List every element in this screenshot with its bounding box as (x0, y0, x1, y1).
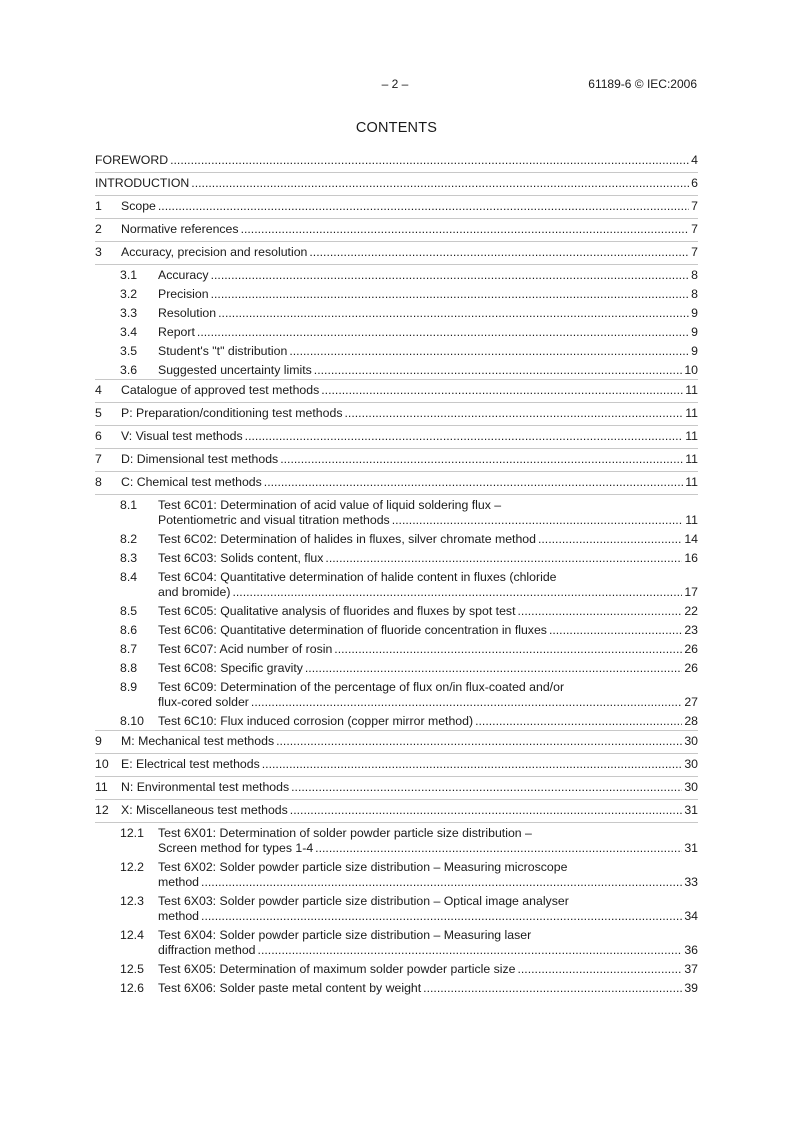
dot-leader (258, 943, 683, 958)
toc-entry-title: Student's "t" distribution (158, 344, 288, 358)
toc-entry[interactable] (95, 730, 698, 753)
dot-leader (262, 757, 683, 772)
toc-entry-page: 17 (684, 585, 698, 599)
toc-entry-page: 14 (684, 532, 698, 546)
toc-entry-number: 5 (95, 406, 102, 420)
dot-leader (211, 287, 690, 302)
dot-leader (158, 199, 689, 214)
dot-leader (305, 661, 682, 676)
toc-entry-title: X: Miscellaneous test methods (121, 803, 288, 817)
dot-leader (241, 222, 690, 237)
toc-entry-title: Test 6X01: Determination of solder powder particle size distribution – (158, 826, 532, 840)
toc-entry-title: Test 6X04: Solder powder particle size distribution – Measuring laser (158, 928, 532, 942)
toc-entry-page: 8 (691, 287, 698, 301)
toc-entry[interactable] (95, 172, 698, 195)
toc-entry[interactable] (95, 303, 698, 322)
toc-entry-page: 36 (684, 943, 698, 957)
toc-entry[interactable] (95, 959, 698, 978)
dot-leader (232, 585, 682, 600)
toc-entry-number: 3.1 (120, 268, 138, 282)
toc-entry-title: INTRODUCTION (95, 176, 190, 190)
dot-leader (291, 780, 682, 795)
toc-entry-page: 37 (684, 962, 698, 976)
dot-leader (314, 363, 683, 378)
toc-entry-page: 39 (684, 981, 698, 995)
toc-entry-page: 26 (684, 642, 698, 656)
toc-entry-number: 9 (95, 734, 102, 748)
toc-entry-title: Screen method for types 1-4 (158, 841, 314, 855)
toc-entry-page: 9 (691, 306, 698, 320)
toc-entry-number: 11 (95, 780, 108, 794)
dot-leader (334, 642, 682, 657)
toc-entry[interactable] (95, 857, 698, 891)
dot-leader (321, 383, 683, 398)
toc-entry-title: Test 6X05: Determination of maximum solder powder particle size (158, 962, 516, 976)
toc-entry-title: Test 6C07: Acid number of rosin (158, 642, 333, 656)
toc-entry-number: 8.2 (120, 532, 138, 546)
dot-leader (325, 551, 682, 566)
toc-entry-number: 12 (95, 803, 109, 817)
toc-entry-title: Precision (158, 287, 209, 301)
dot-leader (218, 306, 689, 321)
toc-entry-number: 2 (95, 222, 102, 236)
toc-entry-number: 3 (95, 245, 102, 259)
toc-entry-title: Test 6X06: Solder paste metal content by weight (158, 981, 422, 995)
toc-entry-page: 9 (691, 344, 698, 358)
toc-entry[interactable] (95, 425, 698, 448)
toc-entry-number: 12.2 (120, 860, 144, 874)
toc-entry-title: N: Environmental test methods (121, 780, 290, 794)
toc-entry-title: method (158, 909, 200, 923)
toc-entry-page: 10 (684, 363, 698, 377)
toc-entry[interactable] (95, 776, 698, 799)
toc-entry-page: 11 (685, 429, 698, 443)
toc-entry-page: 11 (685, 406, 698, 420)
toc-entry[interactable] (95, 529, 698, 548)
toc-entry-number: 8.10 (120, 714, 144, 728)
toc-entry-page: 11 (685, 383, 698, 397)
dot-leader (315, 841, 682, 856)
toc-entry-title: M: Mechanical test methods (121, 734, 275, 748)
toc-entry-title: Test 6X02: Solder powder particle size distribution – Measuring microscope (158, 860, 568, 874)
toc-entry[interactable] (95, 264, 698, 284)
toc-entry-number: 1 (95, 199, 102, 213)
toc-entry[interactable] (95, 341, 698, 360)
toc-entry[interactable] (95, 753, 698, 776)
toc-entry-title: Suggested uncertainty limits (158, 363, 312, 377)
toc-entry-page: 33 (684, 875, 698, 889)
toc-entry-page: 30 (684, 757, 698, 771)
document-reference: 61189-6 © IEC:2006 (588, 77, 697, 91)
toc-entry-number: 10 (95, 757, 109, 771)
toc-entry-title: Test 6C09: Determination of the percentage of flux on/in flux-coated and/or (158, 680, 565, 694)
dot-leader (276, 734, 682, 749)
toc-entry-page: 11 (685, 452, 698, 466)
toc-entry-number: 3.4 (120, 325, 138, 339)
toc-entry-title: Resolution (158, 306, 217, 320)
dot-leader (251, 695, 682, 710)
toc-entry[interactable] (95, 548, 698, 567)
toc-entry[interactable] (95, 195, 698, 218)
dot-leader (170, 153, 689, 168)
toc-entry-number: 8 (95, 475, 102, 489)
toc-entry-number: 8.9 (120, 680, 138, 694)
toc-entry-page: 30 (684, 734, 698, 748)
toc-entry-number: 8.4 (120, 570, 138, 584)
table-of-contents (95, 150, 698, 997)
toc-entry[interactable] (95, 218, 698, 241)
toc-entry-page: 31 (684, 803, 698, 817)
toc-entry[interactable] (95, 978, 698, 997)
toc-entry-title: Test 6C08: Specific gravity (158, 661, 303, 675)
toc-entry[interactable] (95, 799, 698, 822)
dot-leader (344, 406, 683, 421)
toc-entry-title: Test 6C03: Solids content, flux (158, 551, 324, 565)
toc-entry-title: Test 6C05: Qualitative analysis of fluorides and fluxes by spot test (158, 604, 516, 618)
dot-leader (290, 803, 683, 818)
toc-entry-number: 7 (95, 452, 102, 466)
toc-entry-title: FOREWORD (95, 153, 169, 167)
toc-entry[interactable] (95, 448, 698, 471)
dot-leader (392, 513, 684, 528)
toc-entry-page: 6 (691, 176, 698, 190)
toc-entry[interactable] (95, 658, 698, 677)
dot-leader (201, 909, 682, 924)
toc-entry-page: 34 (684, 909, 698, 923)
toc-entry-page: 30 (684, 780, 698, 794)
toc-entry[interactable] (95, 620, 698, 639)
toc-entry-title: Report (158, 325, 195, 339)
toc-entry-page: 7 (691, 245, 698, 259)
toc-entry[interactable] (95, 284, 698, 303)
toc-entry[interactable] (95, 402, 698, 425)
toc-entry[interactable] (95, 150, 698, 172)
toc-entry-page: 11 (685, 475, 698, 489)
toc-entry[interactable] (95, 925, 698, 959)
dot-leader (517, 962, 682, 977)
dot-leader (245, 429, 684, 444)
toc-entry-page: 28 (684, 714, 698, 728)
toc-entry-page: 4 (691, 153, 698, 167)
toc-entry[interactable] (95, 360, 698, 379)
dot-leader (423, 981, 682, 996)
toc-entry-page: 9 (691, 325, 698, 339)
toc-entry-number: 8.1 (120, 498, 138, 512)
toc-entry-title: Test 6C01: Determination of acid value of liquid soldering flux – (158, 498, 502, 512)
page-header (0, 77, 793, 93)
toc-entry-title: and bromide) (158, 585, 231, 599)
toc-entry-title: Test 6C06: Quantitative determination of fluoride concentration in fluxes (158, 623, 547, 637)
toc-entry-number: 12.6 (120, 981, 144, 995)
toc-entry-title: D: Dimensional test methods (121, 452, 279, 466)
dot-leader (201, 875, 682, 890)
toc-entry-page: 11 (685, 513, 698, 527)
toc-entry[interactable] (95, 241, 698, 264)
toc-entry-title: Test 6C04: Quantitative determination of halide content in fluxes (chloride (158, 570, 557, 584)
toc-entry-number: 3.6 (120, 363, 138, 377)
toc-entry-number: 3.5 (120, 344, 138, 358)
contents-title: CONTENTS (355, 120, 438, 136)
dot-leader (517, 604, 682, 619)
toc-entry-title: flux-cored solder (158, 695, 249, 709)
toc-entry-number: 12.4 (120, 928, 144, 942)
dot-leader (289, 344, 689, 359)
toc-entry-number: 4 (95, 383, 102, 397)
dot-leader (309, 245, 689, 260)
dot-leader (549, 623, 682, 638)
toc-entry[interactable] (95, 567, 698, 601)
toc-entry-title: method (158, 875, 200, 889)
toc-entry-number: 8.3 (120, 551, 138, 565)
toc-entry-title: Test 6C10: Flux induced corrosion (copper mirror method) (158, 714, 474, 728)
toc-entry-title: Test 6C02: Determination of halides in fluxes, silver chromate method (158, 532, 536, 546)
toc-entry-page: 8 (691, 268, 698, 282)
dot-leader (280, 452, 683, 467)
toc-entry[interactable] (95, 601, 698, 620)
toc-entry-title: Accuracy, precision and resolution (121, 245, 308, 259)
toc-entry[interactable] (95, 822, 698, 857)
toc-entry-title: P: Preparation/conditioning test methods (121, 406, 343, 420)
toc-entry-page: 7 (691, 222, 698, 236)
dot-leader (211, 268, 690, 283)
toc-entry[interactable] (95, 471, 698, 494)
toc-entry-title: E: Electrical test methods (121, 757, 260, 771)
toc-entry-number: 6 (95, 429, 102, 443)
page-number: – 2 – (381, 77, 409, 91)
toc-entry-title: Normative references (121, 222, 239, 236)
toc-entry-number: 12.1 (120, 826, 144, 840)
toc-entry-title: Accuracy (158, 268, 209, 282)
toc-entry[interactable] (95, 639, 698, 658)
dot-leader (191, 176, 689, 191)
toc-entry[interactable] (95, 494, 698, 529)
toc-entry[interactable] (95, 677, 698, 711)
toc-entry-number: 3.2 (120, 287, 138, 301)
toc-entry-number: 8.7 (120, 642, 138, 656)
toc-entry-title: Catalogue of approved test methods (121, 383, 320, 397)
toc-entry[interactable] (95, 891, 698, 925)
dot-leader (475, 714, 682, 729)
toc-entry-number: 12.3 (120, 894, 144, 908)
toc-entry-number: 3.3 (120, 306, 138, 320)
toc-entry-page: 27 (684, 695, 698, 709)
toc-entry-page: 7 (691, 199, 698, 213)
toc-entry-title: Scope (121, 199, 156, 213)
toc-entry-title: Potentiometric and visual titration methods (158, 513, 390, 527)
toc-entry-number: 8.8 (120, 661, 138, 675)
dot-leader (538, 532, 682, 547)
toc-entry-page: 26 (684, 661, 698, 675)
toc-entry-title: Test 6X03: Solder powder particle size distribution – Optical image analyser (158, 894, 569, 908)
toc-entry[interactable] (95, 379, 698, 402)
toc-entry-title: V: Visual test methods (121, 429, 243, 443)
toc-entry-page: 16 (684, 551, 698, 565)
toc-entry-number: 8.5 (120, 604, 138, 618)
toc-entry[interactable] (95, 711, 698, 730)
toc-entry-page: 22 (684, 604, 698, 618)
toc-entry-page: 31 (684, 841, 698, 855)
toc-entry-title: diffraction method (158, 943, 256, 957)
toc-entry[interactable] (95, 322, 698, 341)
toc-entry-number: 12.5 (120, 962, 144, 976)
dot-leader (197, 325, 689, 340)
toc-entry-title: C: Chemical test methods (121, 475, 262, 489)
toc-entry-number: 8.6 (120, 623, 138, 637)
dot-leader (264, 475, 683, 490)
toc-entry-page: 23 (684, 623, 698, 637)
